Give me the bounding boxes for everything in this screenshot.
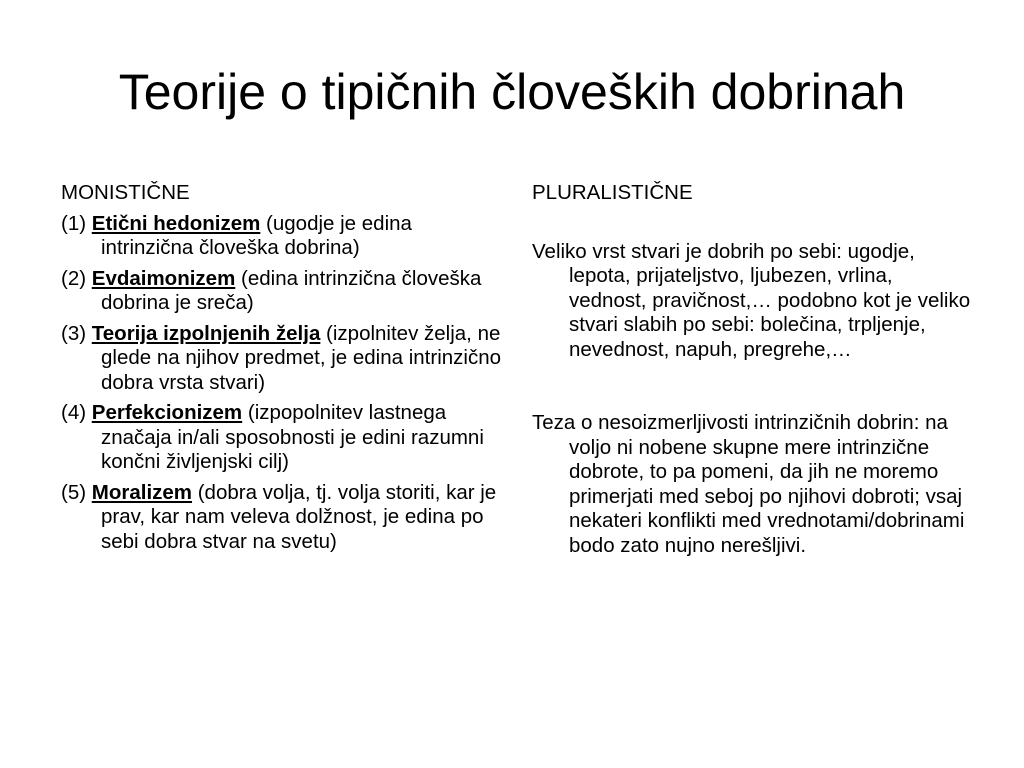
- list-item: [61, 401, 501, 475]
- item-number: (5): [61, 480, 87, 504]
- slide-title: Teorije o tipičnih človeških dobrinah: [118, 64, 906, 120]
- theory-description: (edina intrinzična človeška dobrina je sreča): [101, 266, 482, 314]
- pluralistic-heading: PLURALISTIČNE: [532, 181, 693, 204]
- theory-term: Teorija izpolnjenih želja: [91, 321, 321, 345]
- theory-description: (ugodje je edina intrinzična človeška dobrina): [101, 211, 412, 259]
- theory-description: (dobra volja, tj. volja storiti, kar je prav, kar nam veleva dolžnost, je edina po sebi dobra stvar na svetu): [101, 480, 497, 553]
- theory-term: Moralizem: [91, 480, 193, 504]
- monistic-column: [61, 181, 501, 560]
- pluralism-paragraph: Veliko vrst stvari je dobrih po sebi: ugodje, lepota, prijateljstvo, ljubezen, vrlina, vednost, pravičnost,… podobno kot je veliko stvari slabih po sebi: bolečina, trpljenje, nevednost, napuh, pregrehe,…: [532, 239, 971, 361]
- item-number: (4): [61, 401, 87, 424]
- pluralistic-column: [532, 181, 972, 558]
- theory-description: (izpolnitev želja, ne glede na njihov predmet, je edina intrinzično dobra vrsta stvari): [101, 321, 502, 394]
- item-number: (3): [61, 321, 87, 345]
- monistic-heading: MONISTIČNE: [61, 181, 190, 204]
- incommensurability-paragraph: Teza o nesoizmerljivosti intrinzičnih dobrin: na voljo ni nobene skupne mere intrinzične dobrote, to pa pomeni, da jih ne moremo primerjati med seboj po njihovi dobroti; vsaj nekateri konflikti med vrednotami/dobrinami bodo zato nujno nerešljivi.: [532, 411, 965, 557]
- list-item: [61, 481, 501, 555]
- theory-term: Evdaimonizem: [91, 266, 236, 290]
- list-item: [61, 212, 501, 261]
- theory-description: (izpopolnitev lastnega značaja in/ali sposobnosti je edini razumni končni življenjski cilj): [101, 401, 484, 473]
- list-item: [61, 322, 501, 396]
- item-number: (1): [61, 211, 87, 235]
- theory-term: Etični hedonizem: [91, 211, 261, 235]
- theory-term: Perfekcionizem: [91, 401, 243, 424]
- list-item: [61, 267, 501, 316]
- item-number: (2): [61, 266, 87, 290]
